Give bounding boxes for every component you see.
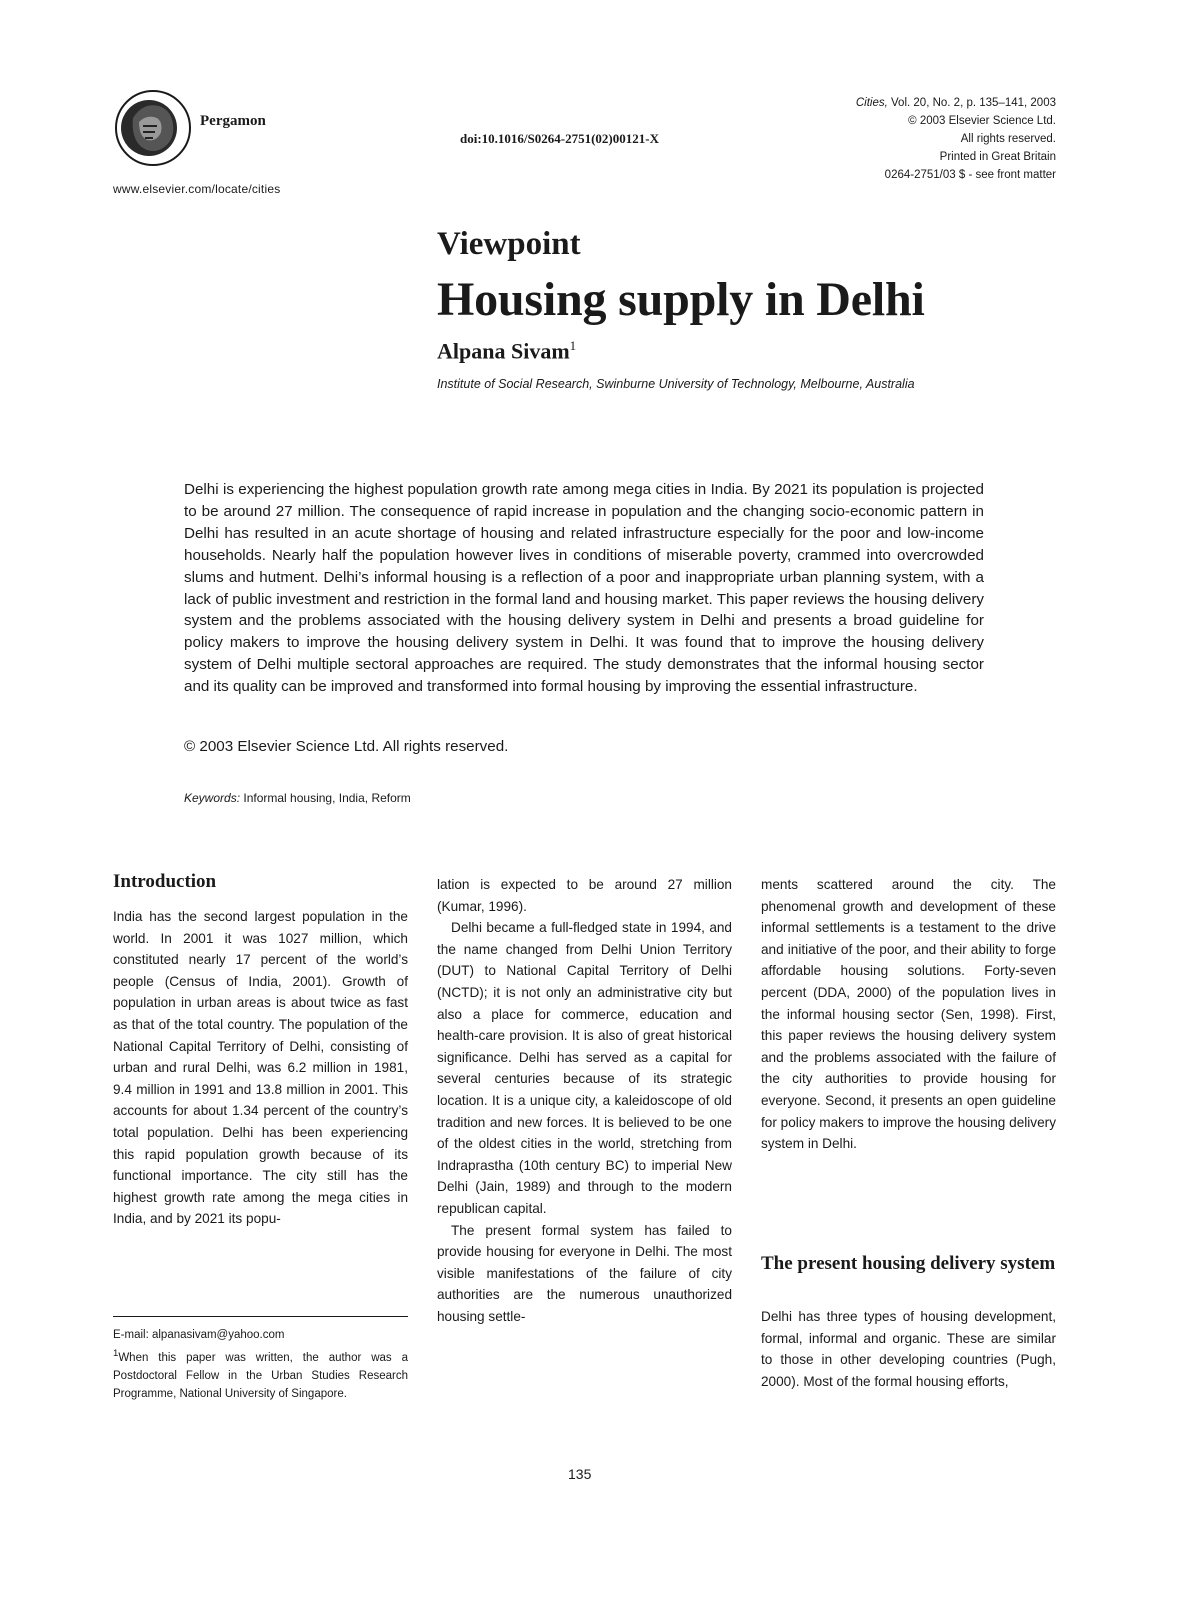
body-column-1 (113, 906, 408, 1230)
footnote-1 (113, 1345, 408, 1404)
footnotes (113, 1326, 408, 1404)
author-affiliation: Institute of Social Research, Swinburne University of Technology, Melbourne, Australia (437, 377, 915, 391)
paragraph: The present formal system has failed to provide housing for everyone in Delhi. The most visible manifestations of the failure of city authorities are the numerous unauthorized housing settle- (437, 1222, 732, 1324)
author-name (437, 338, 576, 364)
journal-homepage-link[interactable]: www.elsevier.com/locate/cities (113, 182, 281, 196)
keywords (184, 791, 411, 805)
journal-rights: All rights reserved. (960, 133, 1056, 145)
keywords-label: Keywords: (184, 791, 241, 805)
abstract: Delhi is experiencing the highest population growth rate among mega cities in India. By 2021 its population is projected to be around 27 million. The consequence of rapid increase in population and the changing socio-economic pattern in Delhi has resulted in an acute shortage of housing and related infrastructure especially for the poor and low-income households. Nearly half the population however lives in conditions of miserable poverty, crammed into overcrowded slums and hutment. Delhi’s informal housing is a reflection of a poor and inappropriate urban planning system, with a lack of public investment and restriction in the formal land and housing market. This paper reviews the housing delivery system and the problems associated with the housing delivery system in Delhi and presents a broad guideline for policy makers to improve the housing delivery system in Delhi. It was found that to improve the housing delivery system of Delhi multiple sectoral approaches are required. The study demonstrates that the informal housing sector and its quality can be improved and transformed into formal housing by improving the essential infrastructure. (184, 481, 984, 696)
author-name-text: Alpana Sivam (437, 338, 570, 364)
page-number: 135 (568, 1466, 592, 1482)
section-label: Viewpoint (437, 226, 581, 262)
body-column-2 (437, 874, 732, 1327)
journal-name: Cities, (855, 97, 888, 109)
abstract-copyright: © 2003 Elsevier Science Ltd. All rights reserved. (184, 738, 509, 755)
paragraph: ments scattered around the city. The phenomenal growth and development of these informal settlements is a testament to the drive and initiative of the poor, and their ability to forge affordable housing solutions. Forty-seven percent (DDA, 2000) of the population lives in the informal housing sector (Sen, 1998). First, this paper reviews the housing delivery system and the problems associated with the failure of the city authorities to provide housing for everyone. Second, it presents an open guideline for policy makers to improve the housing delivery system in Delhi. (761, 877, 1056, 1152)
journal-copyright: © 2003 Elsevier Science Ltd. (908, 115, 1056, 127)
journal-citation (856, 94, 1056, 112)
article-title: Housing supply in Delhi (437, 273, 925, 326)
journal-issn: 0264-2751/03 $ - see front matter (884, 169, 1056, 181)
paragraph: Delhi has three types of housing development, formal, informal and organic. These are similar to those in other developing countries (Pugh, 2000). Most of the formal housing efforts, (761, 1309, 1056, 1389)
publisher-name: Pergamon (200, 113, 266, 129)
paragraph: Delhi became a full-fledged state in 1994, and the name changed from Delhi Union Territory (DUT) to National Capital Territory of Delhi (NCTD); it is not only an administrative city but also a place for commerce, education and health-care provision. It is also of great historical significance. Delhi has served as a capital for several centuries because of its strategic location. It is a unique city, a kaleidoscope of old tradition and new forces. It is believed to be one of the oldest cities in the world, stretching from Indraprastha (10th century BC) to imperial New Delhi (Jain, 1989) and through to the modern republican capital. (437, 920, 732, 1216)
body-column-3 (761, 874, 1056, 1155)
author-footnote-mark: 1 (569, 338, 577, 353)
introduction-heading: Introduction (113, 871, 217, 892)
doi: doi:10.1016/S0264-2751(02)00121-X (460, 131, 659, 146)
paragraph: lation is expected to be around 27 million (Kumar, 1996). (437, 877, 732, 914)
publisher-logo (113, 88, 193, 168)
footnote-divider (113, 1316, 408, 1317)
journal-printed: Printed in Great Britain (939, 151, 1056, 163)
footnote-email: E-mail: alpanasivam@yahoo.com (113, 1329, 285, 1341)
present-housing-heading: The present housing delivery system (761, 1253, 1056, 1274)
paragraph: India has the second largest population in the world. In 2001 it was 1027 million, which constituted nearly 17 percent of the world’s people (Census of India, 2001). Growth of population in urban areas is about twice as fast as that of the total country. The population of the National Capital Territory of Delhi, consisting of urban and rural Delhi, was 6.2 million in 1981, 9.4 million in 1991 and 13.8 million in 2001. This accounts for about 1.34 percent of the country’s total population. Delhi has been experiencing this rapid population growth because of its functional importance. The city still has the highest growth rate among the mega cities in India, and by 2021 its popu- (113, 909, 408, 1227)
footnote-text: When this paper was written, the author was a Postdoctoral Fellow in the Urban Studies Research Programme, National University of Singapore. (113, 1351, 408, 1401)
footnote-mark: 1 (113, 1347, 119, 1359)
journal-volume: Vol. 20, No. 2, p. 135–141, 2003 (887, 97, 1056, 109)
body-column-3-continued (761, 1306, 1056, 1392)
journal-info (856, 94, 1056, 184)
keywords-list: Informal housing, India, Reform (240, 791, 411, 805)
